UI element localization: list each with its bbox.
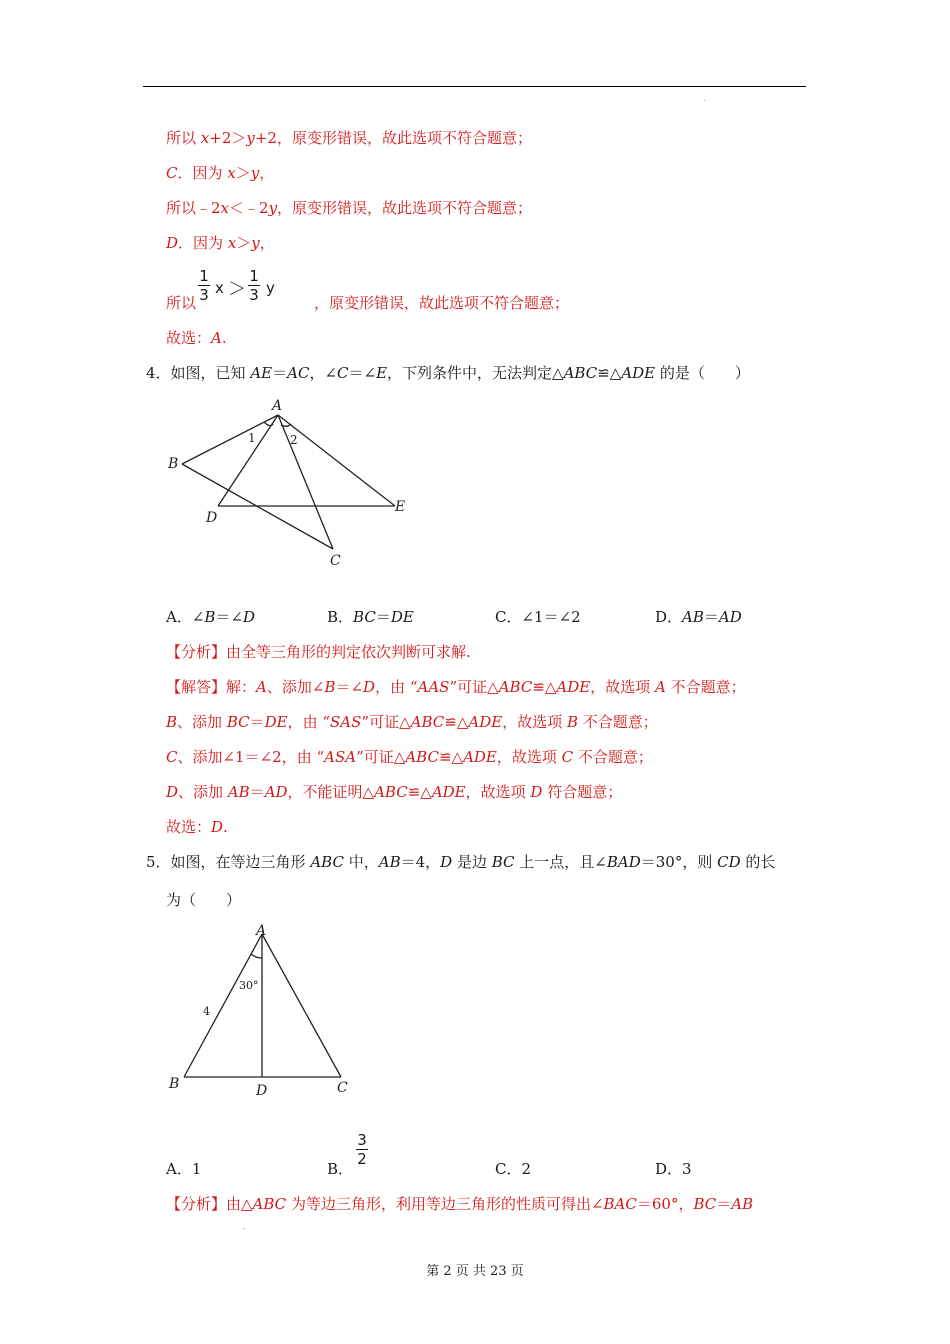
q4-solution-2: B、添加 BC＝DE，由 “SAS”可证△ABC≌△ADE，故选项 B 不合题意； (166, 713, 658, 731)
q3-line-2: C．因为 x＞y， (166, 164, 275, 182)
segment-AB (184, 934, 262, 1077)
label-C: C (337, 1080, 348, 1096)
q4-solution-1: 【解答】解：A、添加∠B＝∠D，由 “AAS”可证△ABC≌△ADE，故选项 A 不合题意； (166, 678, 746, 696)
q3-choose: 故选：A. (166, 329, 227, 347)
q5-analysis: 【分析】由△ABC 为等边三角形，利用等边三角形的性质可得出∠BAC＝60°，BC＝AB (166, 1195, 754, 1213)
header-dot: . (703, 94, 706, 103)
segment-AD (218, 415, 278, 506)
q4-solution-3: C、添加∠1＝∠2，由 “ASA”可证△ABC≌△ADE，故选项 C 不合题意； (166, 748, 653, 766)
q5-option-a: A．1 (166, 1160, 202, 1178)
fraction-one-third-a: 1 3 (199, 267, 209, 304)
q5-option-b-fraction: 3 2 (357, 1131, 367, 1168)
q3-line-5: 所以 ，原变形错误，故此选项不符合题意； (166, 294, 570, 312)
label-E: E (395, 499, 406, 515)
q4-option-a: A．∠B＝∠D (166, 608, 256, 626)
formula-x: x (215, 279, 224, 297)
q5-stem-line-1: 5．如图，在等边三角形 ABC 中，AB＝4，D 是边 BC 上一点，且∠BAD＝30°，则 CD 的长 (146, 853, 776, 871)
q4-analysis: 【分析】由全等三角形的判定依次判断可求解. (166, 643, 471, 661)
segment-AC (262, 934, 341, 1077)
q3-line-4: D．因为 x＞y， (166, 234, 275, 252)
fraction-one-third-b: 1 3 (249, 267, 259, 304)
header-rule (143, 86, 806, 87)
q4-option-d: D．AB＝AD (655, 608, 742, 626)
label-angle-2: 2 (290, 433, 298, 447)
q4-choose: 故选：D. (166, 818, 228, 836)
q3-line-1: 所以 x+2＞y+2，原变形错误，故此选项不符合题意； (166, 129, 532, 147)
segment-AE (278, 415, 395, 506)
label-side-4: 4 (203, 1005, 210, 1018)
q5-option-c: C．2 (495, 1160, 532, 1178)
segment-AC (278, 415, 333, 549)
label-A: A (272, 398, 283, 414)
formula-y: y (266, 279, 275, 297)
q5-stem-line-2: 为（ ） (166, 891, 242, 909)
angle-30-arc (251, 954, 262, 958)
q4-option-b: B．BC＝DE (327, 608, 414, 626)
label-A: A (256, 923, 267, 939)
page-footer: 第 2 页 共 23 页 (426, 1264, 524, 1279)
q4-option-c: C．∠1＝∠2 (495, 608, 581, 626)
q4-solution-4: D、添加 AB＝AD，不能证明△ABC≌△ADE，故选项 D 符合题意； (166, 783, 623, 801)
label-D: D (256, 1083, 268, 1099)
label-angle-30: 30° (239, 979, 259, 992)
q5-option-d: D．3 (655, 1160, 692, 1178)
label-angle-1: 1 (248, 431, 256, 445)
label-C: C (330, 553, 341, 569)
q4-stem: 4．如图，已知 AE＝AC，∠C＝∠E，下列条件中，无法判定△ABC≌△ADE 的是（ ） (146, 364, 750, 382)
q3-line-3: 所以﹣2x＜﹣2y，原变形错误，故此选项不符合题意； (166, 199, 533, 217)
q5-option-b: B． (327, 1160, 354, 1178)
q5-figure (160, 920, 360, 1100)
formula-gt: ＞ (228, 279, 246, 300)
segment-AB (182, 415, 278, 464)
footer-dot: . (243, 1222, 246, 1231)
label-D: D (206, 510, 218, 526)
label-B: B (168, 456, 179, 472)
q4-figure (160, 392, 420, 572)
label-B: B (169, 1076, 180, 1092)
